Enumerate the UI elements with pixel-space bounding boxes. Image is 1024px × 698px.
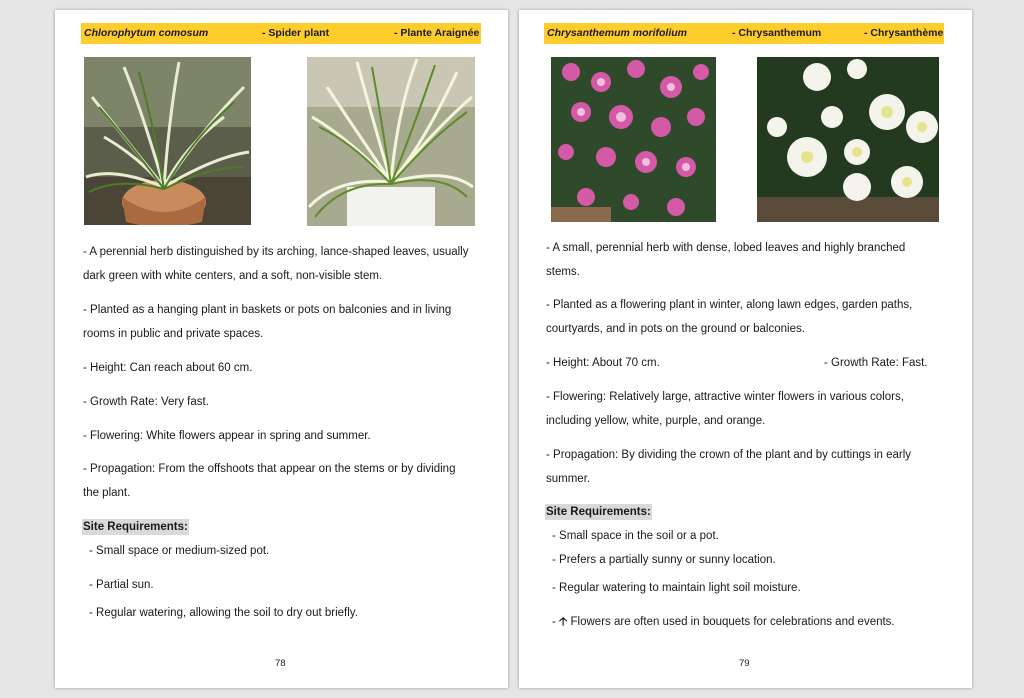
flowering-line: - Flowering: White flowers appear in spring and summer.: [83, 430, 371, 442]
site-item-3: - Regular watering, allowing the soil to dry out briefly.: [89, 607, 358, 619]
arrow-up-icon: 🡡: [559, 616, 568, 628]
site-item-2: - Partial sun.: [89, 579, 154, 591]
english-name: - Chrysanthemum: [732, 27, 822, 39]
propagation-line-2: the plant.: [83, 487, 131, 499]
page-right: [519, 10, 972, 688]
description-line-2: stems.: [546, 266, 580, 278]
height-line: - Height: Can reach about 60 cm.: [83, 362, 253, 374]
propagation-line-1: - Propagation: From the offshoots that appear on the stems or by dividing: [83, 463, 456, 475]
use-line-1: - Planted as a hanging plant in baskets or pots on balconies and in living: [83, 304, 452, 316]
site-item-1: - Small space in the soil or a pot.: [552, 530, 719, 542]
description-line-1: - A small, perennial herb with dense, lobed leaves and highly branched: [546, 242, 906, 254]
note-text: Flowers are often used in bouquets for celebrations and events.: [570, 616, 895, 628]
spider-plant-basket-photo: [84, 57, 251, 225]
french-name: - Plante Araignée: [394, 27, 480, 39]
page-number: 78: [275, 658, 286, 669]
height-line: - Height: About 70 cm.: [546, 357, 660, 369]
scientific-name: Chrysanthemum morifolium: [547, 27, 688, 39]
site-requirements-heading: Site Requirements:: [83, 521, 188, 533]
spider-plant-pot-photo: [307, 57, 475, 226]
french-name: - Chrysanthème: [864, 27, 944, 39]
description-line-1: - A perennial herb distinguished by its arching, lance-shaped leaves, usually: [83, 246, 469, 258]
note-prefix: -: [552, 616, 556, 628]
white-chrysanthemum-photo: [757, 57, 939, 222]
use-line-2: courtyards, and in pots on the ground or balconies.: [546, 323, 805, 335]
site-item-3: - Regular watering to maintain light soil moisture.: [552, 582, 801, 594]
use-line-2: rooms in public and private spaces.: [83, 328, 264, 340]
plant-header-bar: [544, 23, 944, 44]
description-line-2: dark green with white centers, and a soft, non-visible stem.: [83, 270, 383, 282]
site-item-2: - Prefers a partially sunny or sunny location.: [552, 554, 776, 566]
note-line: [552, 610, 895, 634]
use-line-1: - Planted as a flowering plant in winter, along lawn edges, garden paths,: [546, 299, 913, 311]
page-number: 79: [739, 658, 750, 669]
scientific-name: Chlorophytum comosum: [84, 27, 209, 39]
growth-rate-line: - Growth Rate: Fast.: [824, 357, 928, 369]
plant-header-bar: [81, 23, 481, 44]
flowering-line-2: including yellow, white, purple, and orange.: [546, 415, 766, 427]
propagation-line-2: summer.: [546, 473, 591, 485]
english-name: - Spider plant: [262, 27, 330, 39]
growth-rate-line: - Growth Rate: Very fast.: [83, 396, 209, 408]
flowering-line-1: - Flowering: Relatively large, attractive winter flowers in various colors,: [546, 391, 904, 403]
site-item-1: - Small space or medium-sized pot.: [89, 545, 270, 557]
propagation-line-1: - Propagation: By dividing the crown of the plant and by cuttings in early: [546, 449, 912, 461]
pink-chrysanthemum-photo: [551, 57, 716, 222]
page-left: [55, 10, 508, 688]
site-requirements-heading: Site Requirements:: [546, 506, 651, 518]
